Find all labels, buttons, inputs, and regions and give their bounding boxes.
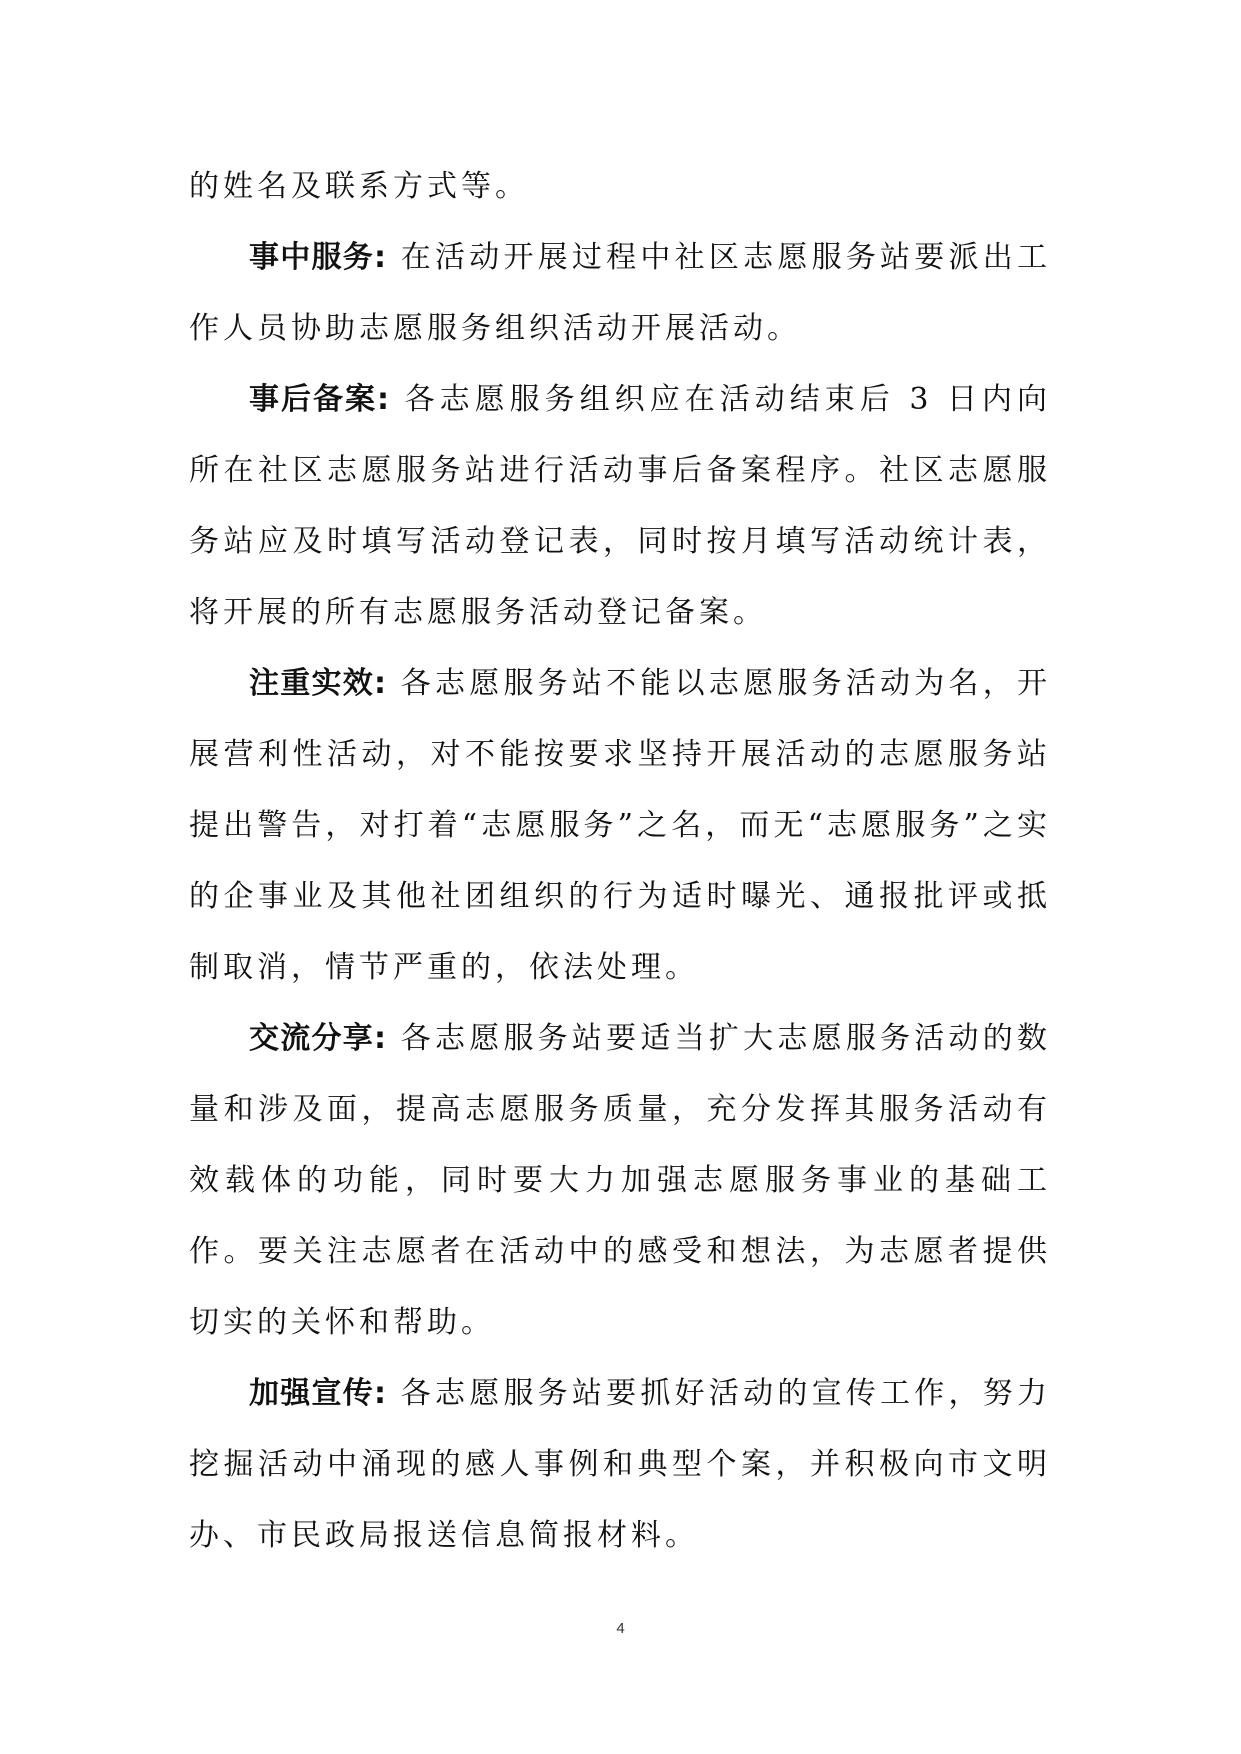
section-paragraph-publicity [189,1358,1051,1571]
section-paragraph-during-service [189,222,1051,364]
section-paragraph-effectiveness [189,648,1051,1003]
section-body: 各志愿服务组织应在活动结束后 3 日内向所在社区志愿服务站进行活动事后备案程序。社区志愿服务站应及时填写活动登记表，同时按月填写活动统计表，将开展的所有志愿服务活动登记备案。 [189,382,1051,630]
section-paragraph-post-record [189,364,1051,648]
page-number: 4 [616,1620,625,1637]
section-heading: 事中服务: [249,240,387,275]
section-body: 各志愿服务站要抓好活动的宣传工作，努力挖掘活动中涌现的感人事例和典型个案，并积极向市文明办、市民政局报送信息简报材料。 [189,1376,1052,1553]
continuation-paragraph [189,151,1051,222]
section-heading: 交流分享: [249,1021,387,1056]
section-heading: 加强宣传: [249,1376,387,1411]
section-body: 在活动开展过程中社区志愿服务站要派出工作人员协助志愿服务组织活动开展活动。 [189,240,1052,346]
section-body: 各志愿服务站不能以志愿服务活动为名，开展营利性活动，对不能按要求坚持开展活动的志愿服务站提出警告，对打着“志愿服务”之名，而无“志愿服务”之实的企事业及其他社团组织的行为适时曝光、通报批评或抵制取消，情节严重的，依法处理。 [189,666,1052,985]
section-heading: 事后备案: [249,382,391,417]
continuation-text: 的姓名及联系方式等。 [189,169,529,204]
document-body [189,151,1051,1571]
section-heading: 注重实效: [249,666,387,701]
section-body: 各志愿服务站要适当扩大志愿服务活动的数量和涉及面，提高志愿服务质量，充分发挥其服务活动有效载体的功能，同时要大力加强志愿服务事业的基础工作。要关注志愿者在活动中的感受和想法，为志愿者提供切实的关怀和帮助。 [189,1021,1052,1340]
section-paragraph-exchange [189,1003,1051,1358]
